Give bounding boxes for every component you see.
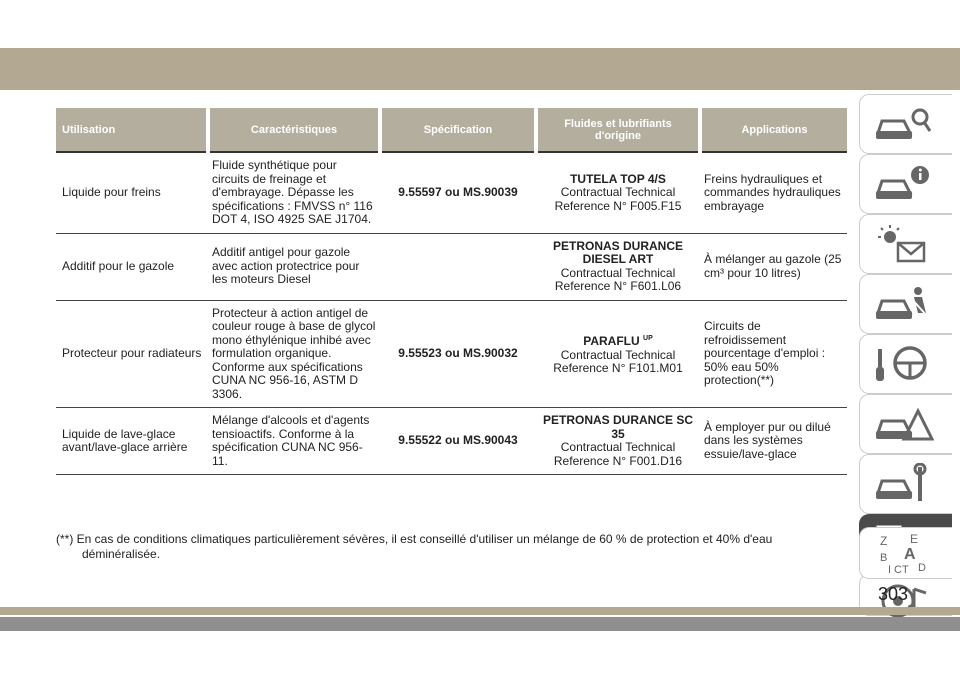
index-letter: C [894,564,902,575]
header-utilisation: Utilisation [56,108,208,152]
table-row [56,233,847,300]
page-number: 303 [878,584,909,604]
header-applications: Applications [700,108,847,152]
cell-applications: Circuits de refroidissement pourcentage d'emploi : 50% eau 50% protection(**) [700,300,847,408]
cell-fluide [536,233,700,300]
index-letter: D [918,562,926,574]
car-info-icon [874,163,934,207]
cell-fluide [536,300,700,408]
cell-utilisation: Additif pour le gazole [56,233,208,300]
product-name [540,332,696,349]
footer-band-dark [0,617,960,631]
cell-specification: 9.55522 ou MS.90043 [380,408,536,475]
product-reference: Contractual Technical Reference N° F001.D16 [553,440,683,468]
tab-car-info[interactable] [859,154,952,214]
steering-wheel-key-icon [874,343,934,387]
cell-fluide [536,152,700,233]
index-letter: B [880,552,888,564]
footnote-line2: déminéralisée. [82,547,161,561]
product-name-text: PARAFLU [583,334,640,348]
car-search-icon [874,103,934,147]
cell-caracteristiques: Fluide synthétique pour circuits de freinage et d'embrayage. Dépasse les spécifications : FMVSS n° 116 DOT 4, ISO 4925 SAE J1704. [208,152,380,233]
footnote [56,532,846,562]
cell-utilisation: Protecteur pour radiateurs [56,300,208,408]
cell-utilisation: Liquide pour freins [56,152,208,233]
car-service-wrench-icon [874,463,934,507]
product-reference: Contractual Technical Reference N° F101.M01 [553,347,683,375]
index-alphabet-icon [874,531,934,575]
table-header-row [56,108,847,152]
header-fluides: Fluides et lubrifiants d'origine [536,108,700,152]
car-breakdown-icon [874,403,934,447]
header-specification: Spécification [380,108,536,152]
index-letter: E [910,532,919,546]
product-name: PETRONAS DURANCE SC 35 [542,413,693,441]
index-letter: A [904,546,916,563]
index-letter: I [888,564,892,575]
cell-applications: À mélanger au gazole (25 cm³ pour 10 litres) [700,233,847,300]
cell-utilisation: Liquide de lave-glace avant/lave-glace arrière [56,408,208,475]
cell-specification [380,233,536,300]
footer-band [0,607,960,615]
tab-car-search[interactable] [859,94,952,154]
cell-caracteristiques: Additif antigel pour gazole avec action protectrice pour les moteurs Diesel [208,233,380,300]
product-name: PETRONAS DURANCE DIESEL ART [552,238,683,266]
product-superscript: UP [643,335,653,342]
tab-starting-driving[interactable] [859,334,952,394]
index-letter: Z [880,534,888,548]
car-airbag-icon [874,283,934,327]
warning-light-message-icon [874,223,934,267]
cell-caracteristiques: Protecteur à action antigel de couleur rouge à base de glycol mono éthylénique inhibé avec formulation organique. Conforme aux spécifications CUNA NC 956-16, ASTM D 3306. [208,300,380,408]
table-row [56,300,847,408]
product-name: TUTELA TOP 4/S [570,171,666,186]
tab-index[interactable] [859,527,952,579]
product-reference: Contractual Technical Reference N° F005.F15 [554,185,682,213]
header-caracteristiques: Caractéristiques [208,108,380,152]
tab-service[interactable] [859,454,952,514]
cell-applications: À employer pur ou dilué dans les systèmes essuie/lave-glace [700,408,847,475]
table-row [56,408,847,475]
cell-specification: 9.55597 ou MS.90039 [380,152,536,233]
cell-specification: 9.55523 ou MS.90032 [380,300,536,408]
index-letter: T [902,564,909,575]
header-band [0,48,960,90]
tab-safety[interactable] [859,274,952,334]
cell-fluide [536,408,700,475]
fluids-table [56,108,847,475]
cell-applications: Freins hydrauliques et commandes hydrauliques embrayage [700,152,847,233]
cell-caracteristiques: Mélange d'alcools et d'agents tensioactifs. Conforme à la spécification CUNA NC 956-11. [208,408,380,475]
tab-warning-lights[interactable] [859,214,952,274]
tab-emergency[interactable] [859,394,952,454]
footnote-line1: (**) En cas de conditions climatiques particulièrement sévères, il est conseillé d'utiliser un mélange de 60 % de protection et 40% d'eau [56,532,773,546]
product-reference: Contractual Technical Reference N° F601.L06 [554,265,682,293]
top-margin [0,0,960,48]
table-row [56,152,847,233]
